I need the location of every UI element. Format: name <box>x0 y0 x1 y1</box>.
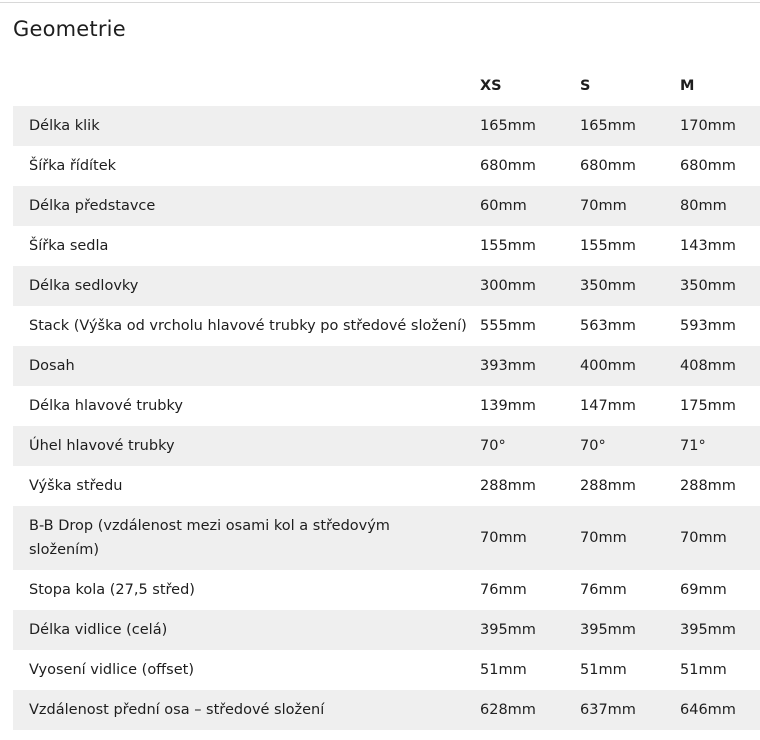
row-label: Výška středu <box>29 478 123 494</box>
value-s: 147mm <box>580 398 636 414</box>
value-m: 51mm <box>680 662 727 678</box>
value-m: 69mm <box>680 582 727 598</box>
value-xs: 155mm <box>480 238 536 254</box>
value-xs: 628mm <box>480 702 536 718</box>
header-size-xs: XS <box>480 78 502 94</box>
value-xs: 165mm <box>480 118 536 134</box>
row-label: B-B Drop (vzdálenost mezi osami kol a středovým složením) <box>29 518 390 558</box>
row-label: Stack (Výška od vrcholu hlavové trubky po středové složení) <box>29 318 467 334</box>
value-m: 350mm <box>680 278 736 294</box>
value-m: 71° <box>680 438 706 454</box>
value-m: 593mm <box>680 318 736 334</box>
row-label: Dosah <box>29 358 75 374</box>
value-m: 170mm <box>680 118 736 134</box>
table-row <box>13 610 760 650</box>
value-s: 400mm <box>580 358 636 374</box>
value-xs: 76mm <box>480 582 527 598</box>
value-xs: 395mm <box>480 622 536 638</box>
value-m: 175mm <box>680 398 736 414</box>
value-xs: 51mm <box>480 662 527 678</box>
value-xs: 139mm <box>480 398 536 414</box>
table-row <box>13 186 760 226</box>
value-m: 143mm <box>680 238 736 254</box>
row-label: Vzdálenost přední osa – středové složení <box>29 702 325 718</box>
row-label: Šířka sedla <box>29 238 109 254</box>
table-row <box>13 386 760 426</box>
table-row <box>13 570 760 610</box>
value-xs: 70° <box>480 438 506 454</box>
value-m: 646mm <box>680 702 736 718</box>
header-size-s: S <box>580 78 591 94</box>
table-row <box>13 690 760 730</box>
top-divider <box>0 2 760 3</box>
value-s: 350mm <box>580 278 636 294</box>
value-s: 70° <box>580 438 606 454</box>
value-s: 165mm <box>580 118 636 134</box>
table-row <box>13 146 760 186</box>
table-row <box>13 650 760 690</box>
value-s: 563mm <box>580 318 636 334</box>
row-label: Úhel hlavové trubky <box>29 438 175 454</box>
row-label: Stopa kola (27,5 střed) <box>29 582 195 598</box>
value-xs: 60mm <box>480 198 527 214</box>
value-m: 395mm <box>680 622 736 638</box>
value-s: 395mm <box>580 622 636 638</box>
row-label: Vyosení vidlice (offset) <box>29 662 194 678</box>
page-title: Geometrie <box>13 17 126 41</box>
row-label: Šířka řídítek <box>29 158 117 174</box>
value-s: 155mm <box>580 238 636 254</box>
table-row <box>13 466 760 506</box>
table-row <box>13 306 760 346</box>
table-row <box>13 226 760 266</box>
table-header-row <box>13 66 760 106</box>
header-size-m: M <box>680 78 695 94</box>
row-label: Délka klik <box>29 118 100 134</box>
value-xs: 680mm <box>480 158 536 174</box>
value-m: 288mm <box>680 478 736 494</box>
value-m: 680mm <box>680 158 736 174</box>
table-row <box>13 426 760 466</box>
row-label: Délka vidlice (celá) <box>29 622 168 638</box>
table-row <box>13 346 760 386</box>
table-row <box>13 266 760 306</box>
value-s: 288mm <box>580 478 636 494</box>
value-xs: 300mm <box>480 278 536 294</box>
value-m: 80mm <box>680 198 727 214</box>
row-label: Délka sedlovky <box>29 278 139 294</box>
value-s: 637mm <box>580 702 636 718</box>
row-label: Délka představce <box>29 198 156 214</box>
value-s: 680mm <box>580 158 636 174</box>
value-xs: 393mm <box>480 358 536 374</box>
value-s: 76mm <box>580 582 627 598</box>
geometry-table <box>13 66 760 730</box>
value-s: 70mm <box>580 530 627 546</box>
value-m: 70mm <box>680 530 727 546</box>
value-s: 70mm <box>580 198 627 214</box>
value-xs: 70mm <box>480 530 527 546</box>
value-xs: 555mm <box>480 318 536 334</box>
value-s: 51mm <box>580 662 627 678</box>
row-label: Délka hlavové trubky <box>29 398 183 414</box>
value-m: 408mm <box>680 358 736 374</box>
value-xs: 288mm <box>480 478 536 494</box>
table-row <box>13 106 760 146</box>
table-row <box>13 506 760 570</box>
